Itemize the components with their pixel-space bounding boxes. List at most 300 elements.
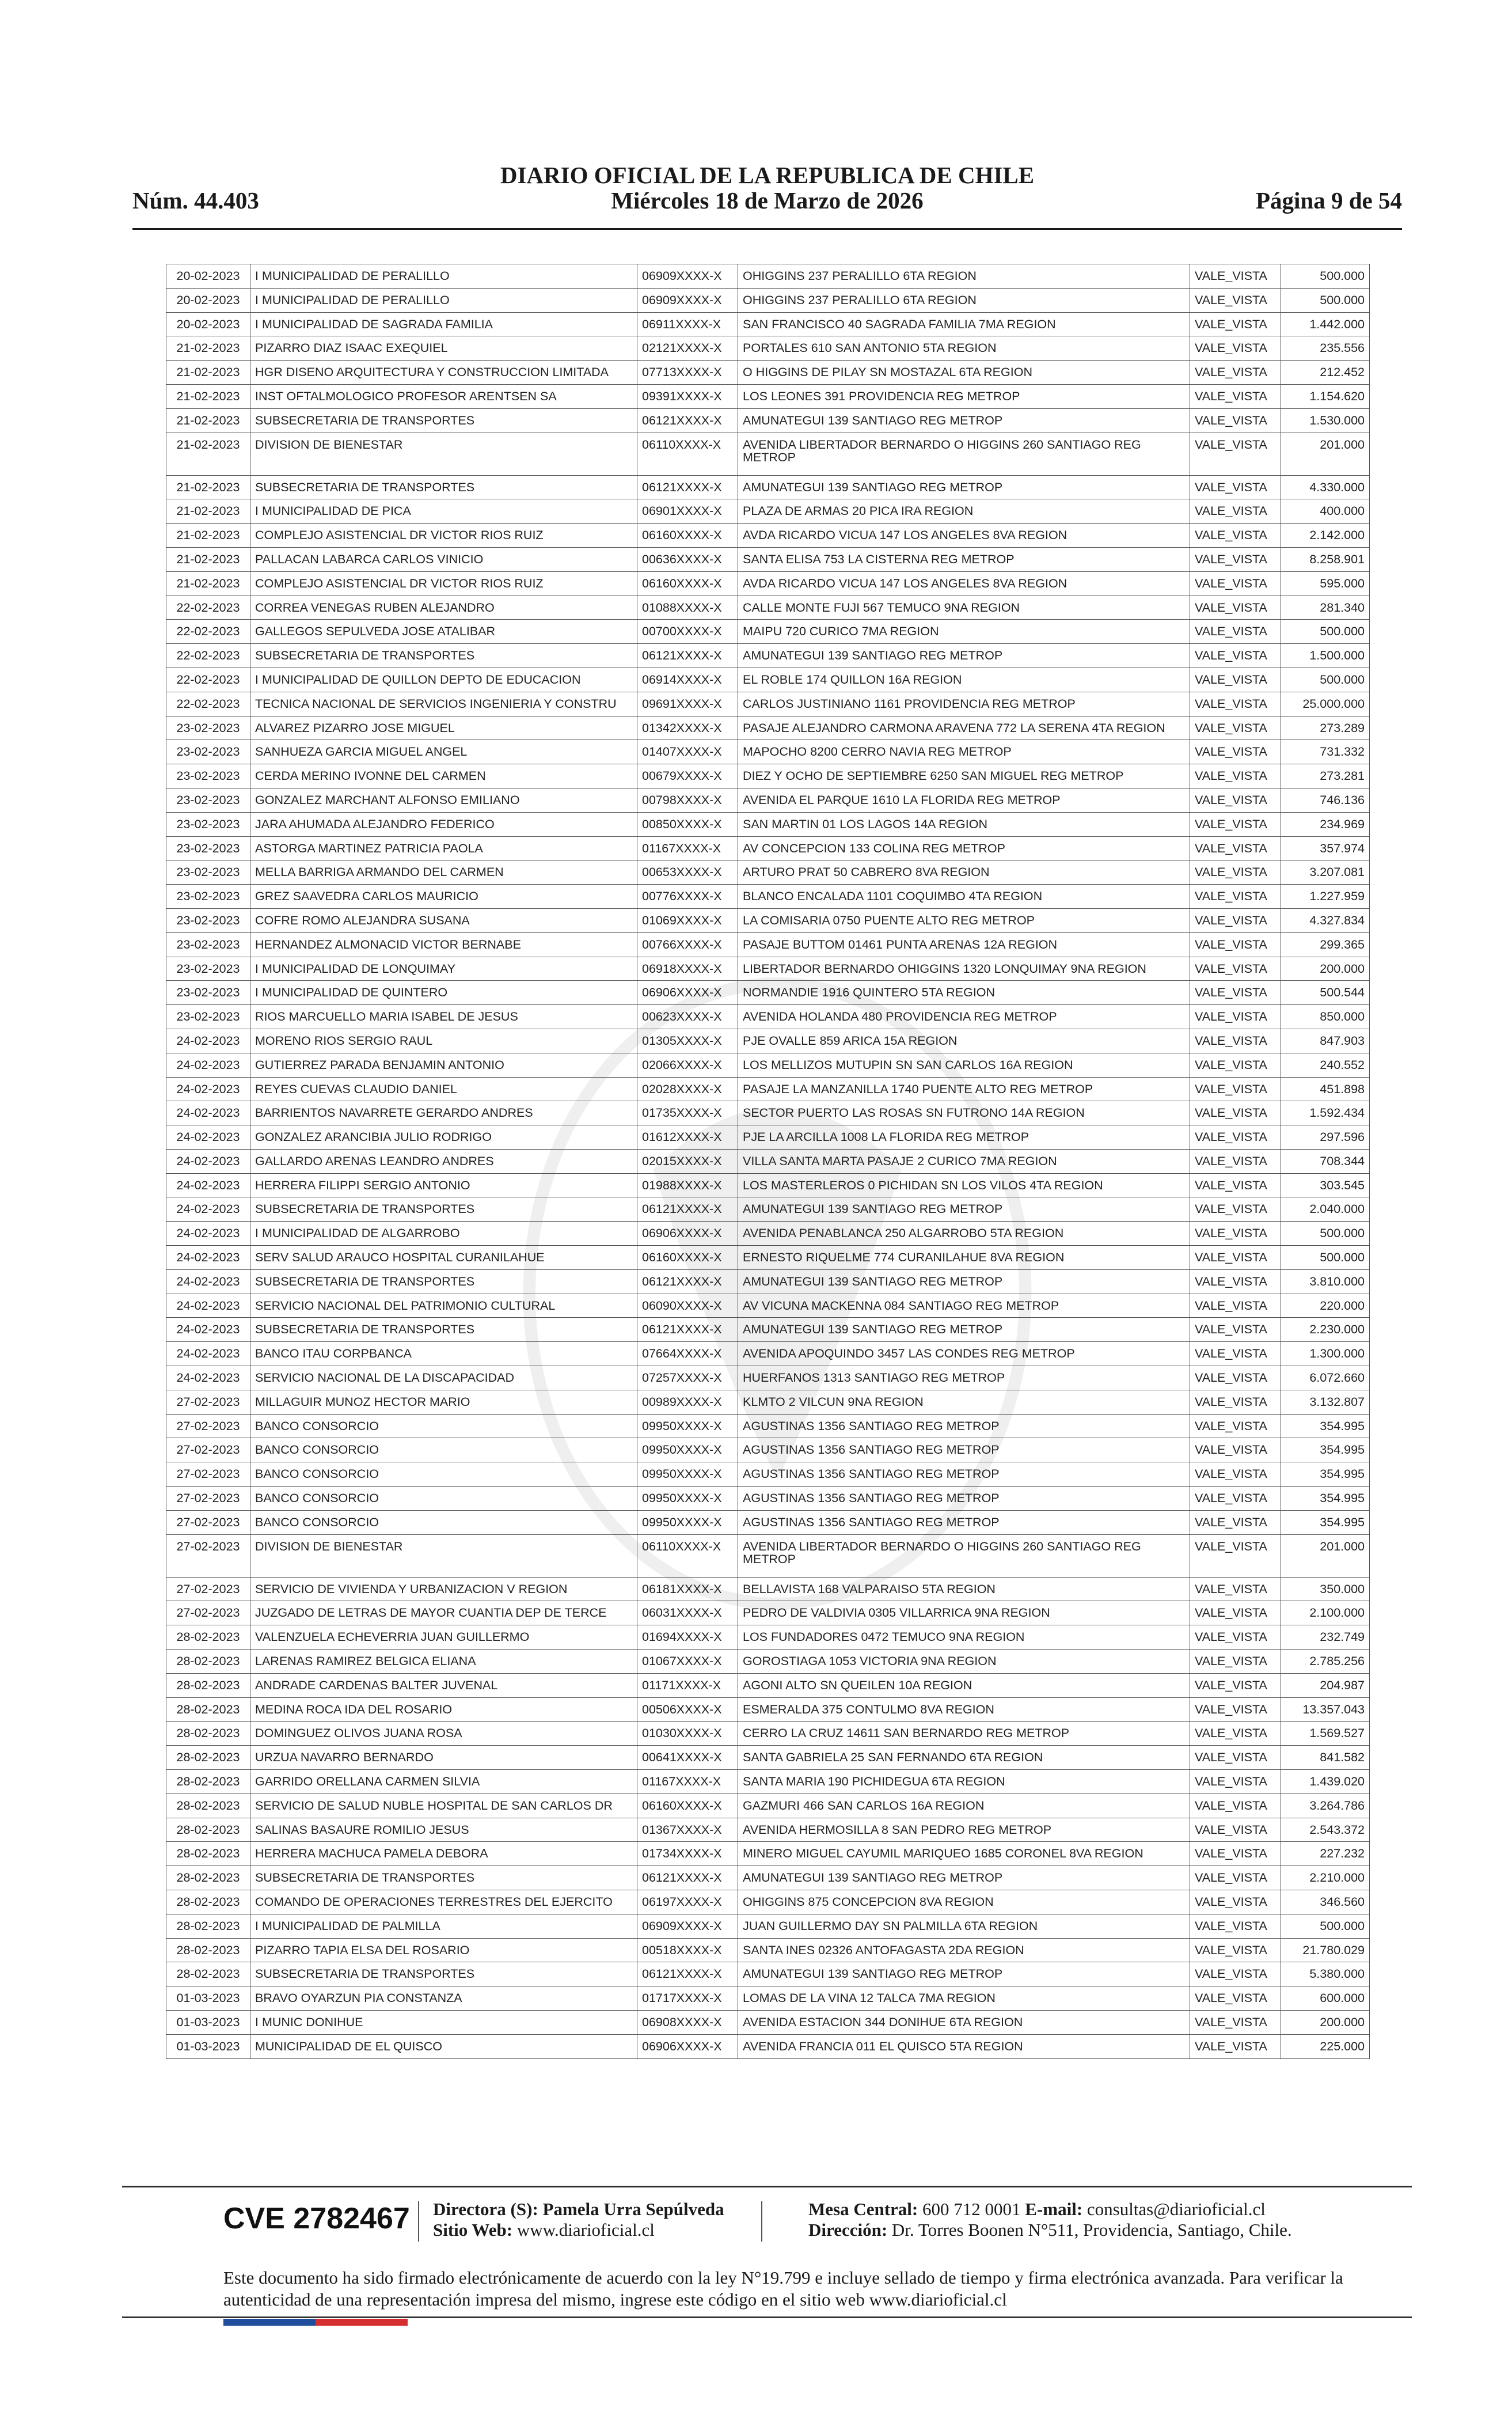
date-cell: 23-02-2023 bbox=[166, 981, 250, 1005]
rut-cell: 06906XXXX-X bbox=[637, 1222, 738, 1246]
table-row bbox=[166, 1794, 1370, 1818]
payment-type-cell: VALE_VISTA bbox=[1190, 1914, 1281, 1938]
amount-cell: 13.357.043 bbox=[1281, 1697, 1370, 1722]
payee-cell: ASTORGA MARTINEZ PATRICIA PAOLA bbox=[250, 836, 637, 860]
payee-cell: HGR DISENO ARQUITECTURA Y CONSTRUCCION LIMITADA bbox=[250, 361, 637, 385]
date-cell: 01-03-2023 bbox=[166, 1986, 250, 2011]
payee-cell: BANCO CONSORCIO bbox=[250, 1487, 637, 1511]
payment-type-cell: VALE_VISTA bbox=[1190, 524, 1281, 548]
payment-type-cell: VALE_VISTA bbox=[1190, 860, 1281, 885]
rut-cell: 01735XXXX-X bbox=[637, 1101, 738, 1125]
date-cell: 01-03-2023 bbox=[166, 2034, 250, 2058]
footer-rule-bottom bbox=[122, 2316, 1412, 2318]
rut-cell: 06121XXXX-X bbox=[637, 1269, 738, 1294]
address-cell: KLMTO 2 VILCUN 9NA REGION bbox=[738, 1390, 1190, 1414]
payee-cell: HERNANDEZ ALMONACID VICTOR BERNABE bbox=[250, 932, 637, 957]
address-cell: AMUNATEGUI 139 SANTIAGO REG METROP bbox=[738, 1866, 1190, 1890]
date-cell: 28-02-2023 bbox=[166, 1818, 250, 1842]
address-cell: AMUNATEGUI 139 SANTIAGO REG METROP bbox=[738, 1962, 1190, 1986]
address-cell: SECTOR PUERTO LAS ROSAS SN FUTRONO 14A REGION bbox=[738, 1101, 1190, 1125]
date-cell: 28-02-2023 bbox=[166, 1866, 250, 1890]
amount-cell: 1.300.000 bbox=[1281, 1342, 1370, 1366]
payee-cell: SERVICIO NACIONAL DEL PATRIMONIO CULTURAL bbox=[250, 1294, 637, 1318]
payee-cell: MELLA BARRIGA ARMANDO DEL CARMEN bbox=[250, 860, 637, 885]
payment-type-cell: VALE_VISTA bbox=[1190, 1818, 1281, 1842]
payment-type-cell: VALE_VISTA bbox=[1190, 692, 1281, 716]
table-row bbox=[166, 644, 1370, 668]
amount-cell: 201.000 bbox=[1281, 433, 1370, 475]
date-cell: 27-02-2023 bbox=[166, 1510, 250, 1534]
payee-cell: BANCO CONSORCIO bbox=[250, 1438, 637, 1462]
payment-type-cell: VALE_VISTA bbox=[1190, 1077, 1281, 1101]
payee-cell: COFRE ROMO ALEJANDRA SUSANA bbox=[250, 908, 637, 932]
payment-type-cell: VALE_VISTA bbox=[1190, 571, 1281, 596]
flag-stripe-red bbox=[316, 2319, 408, 2326]
email-link[interactable]: consultas@diarioficial.cl bbox=[1086, 2199, 1266, 2219]
table-row bbox=[166, 1005, 1370, 1029]
date-cell: 23-02-2023 bbox=[166, 812, 250, 836]
rut-cell: 02028XXXX-X bbox=[637, 1077, 738, 1101]
rut-cell: 00850XXXX-X bbox=[637, 812, 738, 836]
rut-cell: 06906XXXX-X bbox=[637, 981, 738, 1005]
payee-cell: SERV SALUD ARAUCO HOSPITAL CURANILAHUE bbox=[250, 1246, 637, 1270]
address-cell: SANTA ELISA 753 LA CISTERNA REG METROP bbox=[738, 547, 1190, 571]
payee-cell: GALLEGOS SEPULVEDA JOSE ATALIBAR bbox=[250, 620, 637, 644]
address-cell: BLANCO ENCALADA 1101 COQUIMBO 4TA REGION bbox=[738, 885, 1190, 909]
rut-cell: 09950XXXX-X bbox=[637, 1414, 738, 1438]
table-row bbox=[166, 860, 1370, 885]
rut-cell: 06121XXXX-X bbox=[637, 644, 738, 668]
amount-cell: 5.380.000 bbox=[1281, 1962, 1370, 1986]
payment-type-cell: VALE_VISTA bbox=[1190, 1938, 1281, 1962]
address-cell: AVENIDA HERMOSILLA 8 SAN PEDRO REG METROP bbox=[738, 1818, 1190, 1842]
payee-cell: PIZARRO DIAZ ISAAC EXEQUIEL bbox=[250, 336, 637, 361]
date-cell: 23-02-2023 bbox=[166, 1005, 250, 1029]
amount-cell: 500.000 bbox=[1281, 288, 1370, 312]
website-link[interactable]: www.diarioficial.cl bbox=[516, 2220, 655, 2240]
payee-cell: GARRIDO ORELLANA CARMEN SILVIA bbox=[250, 1770, 637, 1794]
rut-cell: 09950XXXX-X bbox=[637, 1510, 738, 1534]
address-cell: GOROSTIAGA 1053 VICTORIA 9NA REGION bbox=[738, 1650, 1190, 1674]
rut-cell: 01717XXXX-X bbox=[637, 1986, 738, 2011]
table-row bbox=[166, 1818, 1370, 1842]
payment-type-cell: VALE_VISTA bbox=[1190, 408, 1281, 433]
address-cell: PLAZA DE ARMAS 20 PICA IRA REGION bbox=[738, 499, 1190, 524]
amount-cell: 4.327.834 bbox=[1281, 908, 1370, 932]
amount-cell: 350.000 bbox=[1281, 1577, 1370, 1601]
table-row bbox=[166, 1625, 1370, 1650]
rut-cell: 06160XXXX-X bbox=[637, 524, 738, 548]
date-cell: 21-02-2023 bbox=[166, 336, 250, 361]
payee-cell: MEDINA ROCA IDA DEL ROSARIO bbox=[250, 1697, 637, 1722]
payment-type-cell: VALE_VISTA bbox=[1190, 1366, 1281, 1390]
table-row bbox=[166, 957, 1370, 981]
amount-cell: 2.142.000 bbox=[1281, 524, 1370, 548]
rut-cell: 00700XXXX-X bbox=[637, 620, 738, 644]
payee-cell: PALLACAN LABARCA CARLOS VINICIO bbox=[250, 547, 637, 571]
table-row bbox=[166, 1890, 1370, 1914]
amount-cell: 400.000 bbox=[1281, 499, 1370, 524]
date-cell: 22-02-2023 bbox=[166, 668, 250, 692]
rut-cell: 01167XXXX-X bbox=[637, 836, 738, 860]
table-row bbox=[166, 908, 1370, 932]
amount-cell: 357.974 bbox=[1281, 836, 1370, 860]
rut-cell: 00518XXXX-X bbox=[637, 1938, 738, 1962]
amount-cell: 500.000 bbox=[1281, 668, 1370, 692]
rut-cell: 00636XXXX-X bbox=[637, 547, 738, 571]
amount-cell: 200.000 bbox=[1281, 957, 1370, 981]
date-cell: 28-02-2023 bbox=[166, 1890, 250, 1914]
address-cell: CARLOS JUSTINIANO 1161 PROVIDENCIA REG METROP bbox=[738, 692, 1190, 716]
date-cell: 27-02-2023 bbox=[166, 1438, 250, 1462]
payment-type-cell: VALE_VISTA bbox=[1190, 764, 1281, 788]
rut-cell: 06914XXXX-X bbox=[637, 668, 738, 692]
date-cell: 28-02-2023 bbox=[166, 1650, 250, 1674]
address-cell: CERRO LA CRUZ 14611 SAN BERNARDO REG METROP bbox=[738, 1722, 1190, 1746]
payee-cell: SUBSECRETARIA DE TRANSPORTES bbox=[250, 1269, 637, 1294]
address-cell: VILLA SANTA MARTA PASAJE 2 CURICO 7MA REGION bbox=[738, 1149, 1190, 1173]
table-row bbox=[166, 1414, 1370, 1438]
payee-cell: GUTIERREZ PARADA BENJAMIN ANTONIO bbox=[250, 1053, 637, 1077]
amount-cell: 354.995 bbox=[1281, 1487, 1370, 1511]
rut-cell: 06909XXXX-X bbox=[637, 1914, 738, 1938]
table-row bbox=[166, 361, 1370, 385]
payee-cell: DIVISION DE BIENESTAR bbox=[250, 433, 637, 475]
amount-cell: 500.000 bbox=[1281, 1246, 1370, 1270]
amount-cell: 500.000 bbox=[1281, 620, 1370, 644]
payee-cell: COMPLEJO ASISTENCIAL DR VICTOR RIOS RUIZ bbox=[250, 571, 637, 596]
payee-cell: MORENO RIOS SERGIO RAUL bbox=[250, 1029, 637, 1053]
date-cell: 23-02-2023 bbox=[166, 860, 250, 885]
payee-cell: MILLAGUIR MUNOZ HECTOR MARIO bbox=[250, 1390, 637, 1414]
table-row bbox=[166, 1866, 1370, 1890]
payment-type-cell: VALE_VISTA bbox=[1190, 812, 1281, 836]
payment-type-cell: VALE_VISTA bbox=[1190, 1722, 1281, 1746]
amount-cell: 2.040.000 bbox=[1281, 1197, 1370, 1222]
amount-cell: 2.230.000 bbox=[1281, 1318, 1370, 1342]
address-cell: AVENIDA LIBERTADOR BERNARDO O HIGGINS 260 SANTIAGO REG METROP bbox=[738, 433, 1190, 475]
date-cell: 28-02-2023 bbox=[166, 1938, 250, 1962]
payment-type-cell: VALE_VISTA bbox=[1190, 499, 1281, 524]
rut-cell: 01167XXXX-X bbox=[637, 1770, 738, 1794]
address-cell: ERNESTO RIQUELME 774 CURANILAHUE 8VA REGION bbox=[738, 1246, 1190, 1270]
payee-cell: ANDRADE CARDENAS BALTER JUVENAL bbox=[250, 1673, 637, 1697]
rut-cell: 06901XXXX-X bbox=[637, 499, 738, 524]
table-row bbox=[166, 1673, 1370, 1697]
amount-cell: 21.780.029 bbox=[1281, 1938, 1370, 1962]
payment-type-cell: VALE_VISTA bbox=[1190, 1438, 1281, 1462]
table-row bbox=[166, 1077, 1370, 1101]
payment-type-cell: VALE_VISTA bbox=[1190, 1005, 1281, 1029]
amount-cell: 299.365 bbox=[1281, 932, 1370, 957]
rut-cell: 06160XXXX-X bbox=[637, 1246, 738, 1270]
table-row bbox=[166, 1222, 1370, 1246]
payee-cell: MUNICIPALIDAD DE EL QUISCO bbox=[250, 2034, 637, 2058]
table-row bbox=[166, 596, 1370, 620]
table-row bbox=[166, 1101, 1370, 1125]
payee-cell: SUBSECRETARIA DE TRANSPORTES bbox=[250, 1318, 637, 1342]
rut-cell: 01367XXXX-X bbox=[637, 1818, 738, 1842]
payment-type-cell: VALE_VISTA bbox=[1190, 885, 1281, 909]
date-cell: 22-02-2023 bbox=[166, 620, 250, 644]
table-row bbox=[166, 499, 1370, 524]
table-row bbox=[166, 1246, 1370, 1270]
amount-cell: 731.332 bbox=[1281, 740, 1370, 764]
amount-cell: 746.136 bbox=[1281, 788, 1370, 812]
amount-cell: 8.258.901 bbox=[1281, 547, 1370, 571]
date-cell: 21-02-2023 bbox=[166, 475, 250, 499]
amount-cell: 1.530.000 bbox=[1281, 408, 1370, 433]
payment-type-cell: VALE_VISTA bbox=[1190, 1650, 1281, 1674]
address-cell: AMUNATEGUI 139 SANTIAGO REG METROP bbox=[738, 644, 1190, 668]
address-cell: AMUNATEGUI 139 SANTIAGO REG METROP bbox=[738, 1318, 1190, 1342]
rut-cell: 06110XXXX-X bbox=[637, 1534, 738, 1577]
rut-cell: 00776XXXX-X bbox=[637, 885, 738, 909]
date-cell: 24-02-2023 bbox=[166, 1222, 250, 1246]
amount-cell: 500.544 bbox=[1281, 981, 1370, 1005]
rut-cell: 02015XXXX-X bbox=[637, 1149, 738, 1173]
address-cell: PASAJE ALEJANDRO CARMONA ARAVENA 772 LA SERENA 4TA REGION bbox=[738, 716, 1190, 740]
rut-cell: 01988XXXX-X bbox=[637, 1173, 738, 1197]
payee-cell: BANCO CONSORCIO bbox=[250, 1462, 637, 1487]
amount-cell: 25.000.000 bbox=[1281, 692, 1370, 716]
payment-type-cell: VALE_VISTA bbox=[1190, 1770, 1281, 1794]
rut-cell: 06181XXXX-X bbox=[637, 1577, 738, 1601]
table-row bbox=[166, 288, 1370, 312]
payment-type-cell: VALE_VISTA bbox=[1190, 1173, 1281, 1197]
masthead bbox=[132, 162, 1402, 213]
table-row bbox=[166, 620, 1370, 644]
table-row bbox=[166, 812, 1370, 836]
rut-cell: 00506XXXX-X bbox=[637, 1697, 738, 1722]
amount-cell: 3.810.000 bbox=[1281, 1269, 1370, 1294]
table-row bbox=[166, 1125, 1370, 1150]
payee-cell: CORREA VENEGAS RUBEN ALEJANDRO bbox=[250, 596, 637, 620]
amount-cell: 2.100.000 bbox=[1281, 1601, 1370, 1625]
rut-cell: 01305XXXX-X bbox=[637, 1029, 738, 1053]
date-cell: 28-02-2023 bbox=[166, 1746, 250, 1770]
amount-cell: 595.000 bbox=[1281, 571, 1370, 596]
rut-cell: 01171XXXX-X bbox=[637, 1673, 738, 1697]
rut-cell: 00641XXXX-X bbox=[637, 1746, 738, 1770]
date-cell: 28-02-2023 bbox=[166, 1770, 250, 1794]
table-row bbox=[166, 836, 1370, 860]
payee-cell: SUBSECRETARIA DE TRANSPORTES bbox=[250, 644, 637, 668]
rut-cell: 06909XXXX-X bbox=[637, 264, 738, 289]
date-cell: 23-02-2023 bbox=[166, 716, 250, 740]
payment-type-cell: VALE_VISTA bbox=[1190, 1534, 1281, 1577]
date-cell: 22-02-2023 bbox=[166, 596, 250, 620]
payee-cell: REYES CUEVAS CLAUDIO DANIEL bbox=[250, 1077, 637, 1101]
payee-cell: SALINAS BASAURE ROMILIO JESUS bbox=[250, 1818, 637, 1842]
address-cell: O HIGGINS DE PILAY SN MOSTAZAL 6TA REGION bbox=[738, 361, 1190, 385]
address-cell: LOMAS DE LA VINA 12 TALCA 7MA REGION bbox=[738, 1986, 1190, 2011]
amount-cell: 1.500.000 bbox=[1281, 644, 1370, 668]
payment-type-cell: VALE_VISTA bbox=[1190, 788, 1281, 812]
address-cell: AMUNATEGUI 139 SANTIAGO REG METROP bbox=[738, 408, 1190, 433]
address-cell: AGUSTINAS 1356 SANTIAGO REG METROP bbox=[738, 1487, 1190, 1511]
payment-type-cell: VALE_VISTA bbox=[1190, 932, 1281, 957]
payment-type-cell: VALE_VISTA bbox=[1190, 1318, 1281, 1342]
payment-type-cell: VALE_VISTA bbox=[1190, 1029, 1281, 1053]
address-cell: AVENIDA FRANCIA 011 EL QUISCO 5TA REGION bbox=[738, 2034, 1190, 2058]
table-row bbox=[166, 1149, 1370, 1173]
address-cell: AVENIDA HOLANDA 480 PROVIDENCIA REG METROP bbox=[738, 1005, 1190, 1029]
table-row bbox=[166, 1746, 1370, 1770]
payee-cell: SERVICIO NACIONAL DE LA DISCAPACIDAD bbox=[250, 1366, 637, 1390]
table-row bbox=[166, 1722, 1370, 1746]
payee-cell: GALLARDO ARENAS LEANDRO ANDRES bbox=[250, 1149, 637, 1173]
table-row bbox=[166, 312, 1370, 336]
payment-type-cell: VALE_VISTA bbox=[1190, 547, 1281, 571]
amount-cell: 232.749 bbox=[1281, 1625, 1370, 1650]
address-cell: AVDA RICARDO VICUA 147 LOS ANGELES 8VA REGION bbox=[738, 524, 1190, 548]
payment-type-cell: VALE_VISTA bbox=[1190, 336, 1281, 361]
table-row bbox=[166, 885, 1370, 909]
amount-cell: 1.569.527 bbox=[1281, 1722, 1370, 1746]
payment-type-cell: VALE_VISTA bbox=[1190, 475, 1281, 499]
payment-type-cell: VALE_VISTA bbox=[1190, 1487, 1281, 1511]
payment-type-cell: VALE_VISTA bbox=[1190, 1625, 1281, 1650]
payment-type-cell: VALE_VISTA bbox=[1190, 1794, 1281, 1818]
date-cell: 27-02-2023 bbox=[166, 1462, 250, 1487]
rut-cell: 01067XXXX-X bbox=[637, 1650, 738, 1674]
amount-cell: 3.264.786 bbox=[1281, 1794, 1370, 1818]
date-cell: 23-02-2023 bbox=[166, 957, 250, 981]
payee-cell: I MUNICIPALIDAD DE PERALILLO bbox=[250, 288, 637, 312]
amount-cell: 346.560 bbox=[1281, 1890, 1370, 1914]
table-row bbox=[166, 932, 1370, 957]
date-cell: 20-02-2023 bbox=[166, 264, 250, 289]
payee-cell: I MUNICIPALIDAD DE QUILLON DEPTO DE EDUCACION bbox=[250, 668, 637, 692]
payment-type-cell: VALE_VISTA bbox=[1190, 1149, 1281, 1173]
table-row bbox=[166, 571, 1370, 596]
payee-cell: SANHUEZA GARCIA MIGUEL ANGEL bbox=[250, 740, 637, 764]
rut-cell: 02121XXXX-X bbox=[637, 336, 738, 361]
payee-cell: ALVAREZ PIZARRO JOSE MIGUEL bbox=[250, 716, 637, 740]
payment-type-cell: VALE_VISTA bbox=[1190, 264, 1281, 289]
date-cell: 28-02-2023 bbox=[166, 1842, 250, 1866]
address-cell: AVENIDA ESTACION 344 DONIHUE 6TA REGION bbox=[738, 2010, 1190, 2034]
amount-cell: 234.969 bbox=[1281, 812, 1370, 836]
table-row bbox=[166, 788, 1370, 812]
rut-cell: 00623XXXX-X bbox=[637, 1005, 738, 1029]
address-cell: AGUSTINAS 1356 SANTIAGO REG METROP bbox=[738, 1510, 1190, 1534]
payment-type-cell: VALE_VISTA bbox=[1190, 288, 1281, 312]
table-row bbox=[166, 1534, 1370, 1577]
table-row bbox=[166, 1294, 1370, 1318]
address-cell: AV VICUNA MACKENNA 084 SANTIAGO REG METROP bbox=[738, 1294, 1190, 1318]
footer-contact-right bbox=[808, 2199, 1292, 2240]
amount-cell: 6.072.660 bbox=[1281, 1366, 1370, 1390]
address-cell: NORMANDIE 1916 QUINTERO 5TA REGION bbox=[738, 981, 1190, 1005]
date-cell: 23-02-2023 bbox=[166, 836, 250, 860]
date-cell: 24-02-2023 bbox=[166, 1246, 250, 1270]
amount-cell: 204.987 bbox=[1281, 1673, 1370, 1697]
table-row bbox=[166, 1962, 1370, 1986]
rut-cell: 01088XXXX-X bbox=[637, 596, 738, 620]
amount-cell: 220.000 bbox=[1281, 1294, 1370, 1318]
rut-cell: 06121XXXX-X bbox=[637, 1962, 738, 1986]
table-row bbox=[166, 547, 1370, 571]
page-number: Página 9 de 54 bbox=[1256, 187, 1402, 214]
address-cell: ESMERALDA 375 CONTULMO 8VA REGION bbox=[738, 1697, 1190, 1722]
table-row bbox=[166, 1197, 1370, 1222]
table-row bbox=[166, 1053, 1370, 1077]
payment-type-cell: VALE_VISTA bbox=[1190, 1842, 1281, 1866]
date-cell: 28-02-2023 bbox=[166, 1722, 250, 1746]
address-cell: MAIPU 720 CURICO 7MA REGION bbox=[738, 620, 1190, 644]
payee-cell: BRAVO OYARZUN PIA CONSTANZA bbox=[250, 1986, 637, 2011]
rut-cell: 09950XXXX-X bbox=[637, 1487, 738, 1511]
payee-cell: JUZGADO DE LETRAS DE MAYOR CUANTIA DEP DE TERCE bbox=[250, 1601, 637, 1625]
payment-type-cell: VALE_VISTA bbox=[1190, 716, 1281, 740]
amount-cell: 227.232 bbox=[1281, 1842, 1370, 1866]
date-cell: 22-02-2023 bbox=[166, 692, 250, 716]
table-row bbox=[166, 524, 1370, 548]
table-row bbox=[166, 1770, 1370, 1794]
amount-cell: 1.154.620 bbox=[1281, 384, 1370, 408]
amount-cell: 212.452 bbox=[1281, 361, 1370, 385]
address-cell: SANTA MARIA 190 PICHIDEGUA 6TA REGION bbox=[738, 1770, 1190, 1794]
table-row bbox=[166, 2010, 1370, 2034]
payee-cell: VALENZUELA ECHEVERRIA JUAN GUILLERMO bbox=[250, 1625, 637, 1650]
date-cell: 27-02-2023 bbox=[166, 1487, 250, 1511]
amount-cell: 3.207.081 bbox=[1281, 860, 1370, 885]
address-cell: SANTA INES 02326 ANTOFAGASTA 2DA REGION bbox=[738, 1938, 1190, 1962]
amount-cell: 273.289 bbox=[1281, 716, 1370, 740]
address-cell: LOS MASTERLEROS 0 PICHIDAN SN LOS VILOS 4TA REGION bbox=[738, 1173, 1190, 1197]
amount-cell: 600.000 bbox=[1281, 1986, 1370, 2011]
payee-cell: GREZ SAAVEDRA CARLOS MAURICIO bbox=[250, 885, 637, 909]
footer-divider bbox=[418, 2201, 419, 2242]
amount-cell: 3.132.807 bbox=[1281, 1390, 1370, 1414]
date-cell: 21-02-2023 bbox=[166, 408, 250, 433]
rut-cell: 02066XXXX-X bbox=[637, 1053, 738, 1077]
address-cell: AGONI ALTO SN QUEILEN 10A REGION bbox=[738, 1673, 1190, 1697]
date-cell: 20-02-2023 bbox=[166, 312, 250, 336]
amount-cell: 500.000 bbox=[1281, 1914, 1370, 1938]
address-cell: LA COMISARIA 0750 PUENTE ALTO REG METROP bbox=[738, 908, 1190, 932]
rut-cell: 09950XXXX-X bbox=[637, 1462, 738, 1487]
rut-cell: 06908XXXX-X bbox=[637, 2010, 738, 2034]
rut-cell: 01069XXXX-X bbox=[637, 908, 738, 932]
payment-type-cell: VALE_VISTA bbox=[1190, 2010, 1281, 2034]
payment-type-cell: VALE_VISTA bbox=[1190, 596, 1281, 620]
date-cell: 28-02-2023 bbox=[166, 1794, 250, 1818]
page-header bbox=[132, 162, 1402, 220]
date-cell: 24-02-2023 bbox=[166, 1342, 250, 1366]
payment-type-cell: VALE_VISTA bbox=[1190, 1053, 1281, 1077]
amount-cell: 297.596 bbox=[1281, 1125, 1370, 1150]
table-row bbox=[166, 1029, 1370, 1053]
date-cell: 24-02-2023 bbox=[166, 1294, 250, 1318]
rut-cell: 06121XXXX-X bbox=[637, 1318, 738, 1342]
payee-cell: DOMINGUEZ OLIVOS JUANA ROSA bbox=[250, 1722, 637, 1746]
address-cell: MINERO MIGUEL CAYUMIL MARIQUEO 1685 CORONEL 8VA REGION bbox=[738, 1842, 1190, 1866]
address-cell: AMUNATEGUI 139 SANTIAGO REG METROP bbox=[738, 1269, 1190, 1294]
date-cell: 24-02-2023 bbox=[166, 1173, 250, 1197]
payment-type-cell: VALE_VISTA bbox=[1190, 1510, 1281, 1534]
payments-table-container bbox=[166, 264, 1369, 2059]
payee-cell: SUBSECRETARIA DE TRANSPORTES bbox=[250, 1962, 637, 1986]
payee-cell: INST OFTALMOLOGICO PROFESOR ARENTSEN SA bbox=[250, 384, 637, 408]
amount-cell: 354.995 bbox=[1281, 1414, 1370, 1438]
rut-cell: 01734XXXX-X bbox=[637, 1842, 738, 1866]
amount-cell: 273.281 bbox=[1281, 764, 1370, 788]
address-cell: OHIGGINS 875 CONCEPCION 8VA REGION bbox=[738, 1890, 1190, 1914]
payment-type-cell: VALE_VISTA bbox=[1190, 644, 1281, 668]
